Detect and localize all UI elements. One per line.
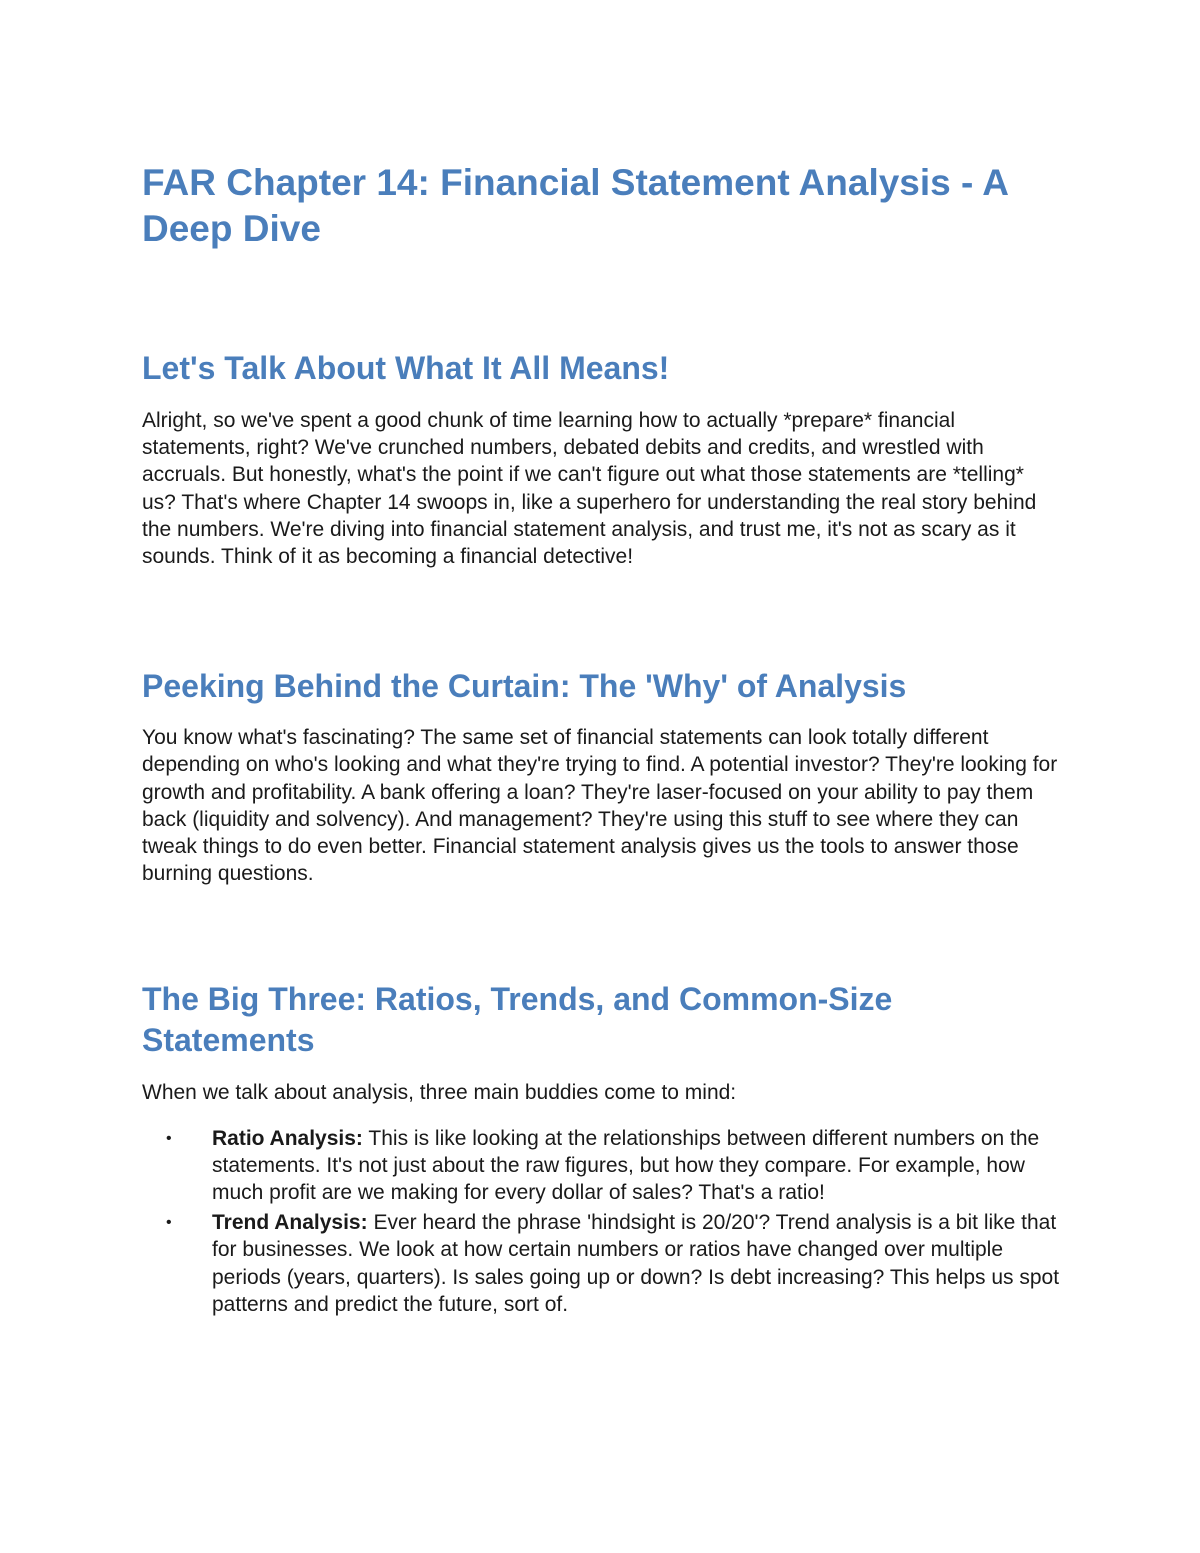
section-heading-big-three: The Big Three: Ratios, Trends, and Common-Size Statements xyxy=(142,981,893,1059)
list-item xyxy=(142,1209,1062,1318)
section-paragraph-why: You know what's fascinating? The same set of financial statements can look totally different depending on who's looking and what they're trying to find. A potential investor? They're looking for growth and profitability. A bank offering a loan? They're laser-focused on your ability to pay them back (liquidity and solvency). And management? They're using this stuff to see where they can tweak things to do even better. Financial statement analysis gives us the tools to answer those burning questions. xyxy=(142,726,1058,886)
list-item-term: Ratio Analysis: xyxy=(212,1126,363,1150)
document-page xyxy=(142,160,1062,1321)
section-paragraph-meaning: Alright, so we've spent a good chunk of time learning how to actually *prepare* financial statements, right? We've crunched numbers, debated debits and credits, and wrestled with accruals. But honestly, what's the point if we can't figure out what those statements are *telling* us? That's where Chapter 14 swoops in, like a superhero for understanding the real story behind the numbers. We're diving into financial statement analysis, and trust me, it's not as scary as it sounds. Think of it as becoming a financial detective! xyxy=(142,409,1037,569)
section-paragraph-big-three: When we talk about analysis, three main buddies come to mind: xyxy=(142,1081,737,1105)
list-item-text: This is like looking at the relationships between different numbers on the statements. It's not just about the raw figures, but how they compare. For example, how much profit are we making for every dollar of sales? That's a ratio! xyxy=(212,1126,1040,1205)
bullet-icon: • xyxy=(166,1214,172,1232)
list-item-text: Ever heard the phrase 'hindsight is 20/20'? Trend analysis is a bit like that for businesses. We look at how certain numbers or ratios have changed over multiple periods (years, quarters). Is sales going up or down? Is debt increasing? This helps us spot patterns and predict the future, sort of. xyxy=(212,1211,1060,1316)
section-heading-why: Peeking Behind the Curtain: The 'Why' of Analysis xyxy=(142,668,907,705)
document-title: FAR Chapter 14: Financial Statement Analysis - A Deep Dive xyxy=(142,162,1008,249)
bullet-list xyxy=(142,1125,1062,1318)
list-item-term: Trend Analysis: xyxy=(212,1211,368,1235)
bullet-icon: • xyxy=(166,1129,172,1147)
list-item xyxy=(142,1125,1062,1207)
section-heading-meaning: Let's Talk About What It All Means! xyxy=(142,350,670,386)
